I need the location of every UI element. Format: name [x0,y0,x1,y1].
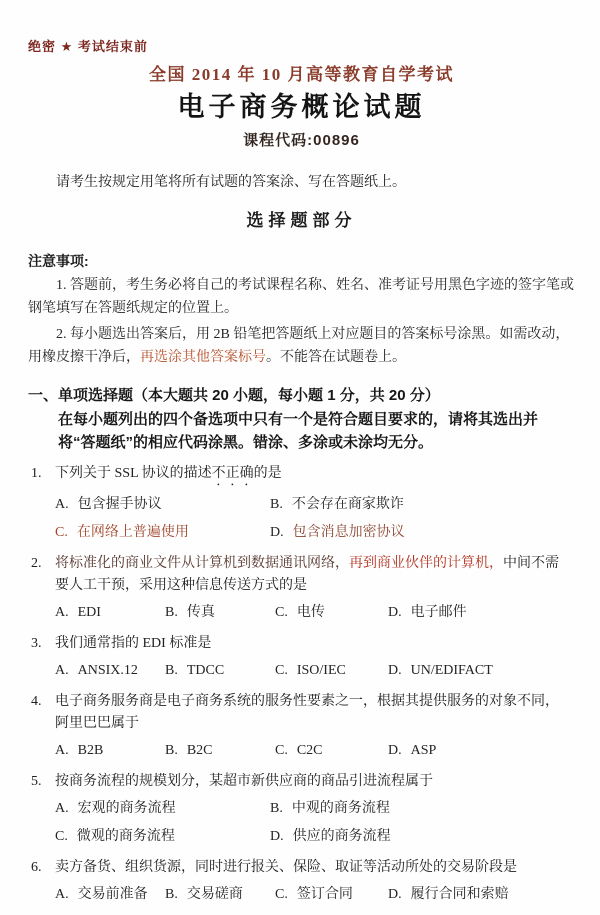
option-a [55,602,165,624]
option-text: 包含握手协议 [77,497,162,512]
question-stem [28,463,575,489]
option-label: C. [275,605,288,620]
option-label: C. [275,663,288,678]
question-text: 电子商务服务商是电子商务系统的服务性要素之一，根据其提供服务的对象不同，阿里巴巴属于 [55,694,559,731]
option-text: 电子邮件 [410,605,467,620]
question-text [55,553,575,597]
question-number: 3. [31,636,42,651]
option-c [275,884,388,906]
option-text: 电传 [296,605,325,620]
stem-segment: 中间不需要人工干预，采用这种信息传送方式的是 [55,556,559,593]
option-text: UN/EDIFACT [410,663,493,678]
option-text: 供应的商务流程 [292,829,391,844]
option-label: B. [165,663,178,678]
option-text: 履行合同和索赔 [410,887,509,902]
stem-emphasized-segment: 不正确 [211,466,254,481]
question-3 [28,633,575,682]
option-label: A. [55,497,69,512]
option-label: B. [270,801,283,816]
option-c [275,660,388,682]
option-text: 微观的商务流程 [76,829,175,844]
option-label: A. [55,605,69,620]
question-number: 5. [31,774,42,789]
option-d [388,884,575,906]
question-text: 卖方备货、组织货源，同时进行报关、保险、取证等活动所处的交易阶段是 [55,860,517,875]
option-b [165,602,275,624]
paper-title: 电子商务概论试题 [177,92,426,122]
question-stem [28,691,575,735]
option-text: 宏观的商务流程 [77,801,176,816]
option-label: A. [55,743,69,758]
option-a [55,798,270,820]
option-b [165,884,275,906]
option-label: D. [388,605,402,620]
option-text: 中观的商务流程 [291,801,390,816]
option-label: D. [388,887,402,902]
option-d [270,826,575,848]
option-b [270,798,575,820]
exam-session-title: 全国 2014 年 10 月高等教育自学考试 [149,65,454,84]
option-text: 签订合同 [296,887,353,902]
classified-label: 绝密 ★ 考试结束前 [28,39,148,54]
stem-segment: 的是 [253,466,282,481]
question-stem [28,771,575,793]
question-1 [28,463,575,544]
option-c [275,740,388,762]
option-label: B. [165,743,178,758]
options-grid [28,740,575,762]
option-text: EDI [77,605,101,620]
stem-segment: 下列关于 SSL 协议的描述 [55,466,212,481]
option-label: A. [55,887,69,902]
question-stem [28,857,575,879]
option-text: B2B [77,743,104,758]
option-label: D. [270,829,284,844]
option-label: D. [270,525,284,540]
stem-red-segment: 再到商业伙伴的计算机， [349,556,503,571]
question-4 [28,691,575,762]
option-text: 交易磋商 [186,887,243,902]
question-stem [28,633,575,655]
option-d [388,602,575,624]
option-text: TDCC [186,663,225,678]
stem-segment: 将标准化的商业文件从计算机到数据通讯网络， [55,556,349,571]
note-item-2 [28,323,575,369]
question-text: 按商务流程的规模划分，某超市新供应商的商品引进流程属于 [55,774,433,789]
instruction-line: 请考生按规定用笔将所有试题的答案涂、写在答题纸上。 [56,175,406,190]
option-text: ANSIX.12 [77,663,138,678]
option-label: D. [388,663,402,678]
option-c [275,602,388,624]
course-code: 课程代码:00896 [243,132,360,149]
option-text: B2C [186,743,213,758]
option-text: C2C [296,743,323,758]
note-item-2-red-text: 再选涂其他答案标号 [140,350,266,365]
option-a [55,740,165,762]
option-c [55,522,270,544]
options-grid [28,660,575,682]
part1-description: 在每小题列出的四个备选项中只有一个是符合题目要求的，请将其选出并将“答题纸”的相应代码涂黑。错涂、多涂或未涂均无分。 [58,411,539,451]
option-d [270,522,575,544]
option-d [388,740,575,762]
note-item-2-text: 2. 每小题选出答案后，用 2B 铅笔把答题纸上对应题目的答案标号涂黑。如需改动，用橡皮擦干净后， [28,327,570,365]
question-number: 2. [31,556,42,571]
question-6 [28,857,575,906]
options-grid [28,798,575,848]
option-text: 交易前准备 [77,887,148,902]
option-text: 传真 [186,605,215,620]
option-label: C. [275,743,288,758]
option-a [55,494,270,516]
question-text [55,463,575,489]
option-label: D. [388,743,402,758]
option-label: B. [270,497,283,512]
option-a [55,884,165,906]
question-number: 1. [31,466,42,481]
options-grid [28,884,575,906]
part1-heading: 一、单项选择题（本大题共 20 小题，每小题 1 分，共 20 分） [28,387,440,404]
option-c [55,826,270,848]
option-d [388,660,575,682]
question-5 [28,771,575,848]
option-b [270,494,575,516]
option-a [55,660,165,682]
option-b [165,660,275,682]
options-grid [28,602,575,624]
option-label: A. [55,663,69,678]
options-grid [28,494,575,544]
question-text: 我们通常指的 EDI 标准是 [55,636,212,651]
question-number: 6. [31,860,42,875]
option-label: B. [165,605,178,620]
option-text: ASP [410,743,437,758]
section-title: 选择题部分 [246,211,357,230]
option-text: 包含消息加密协议 [292,525,405,540]
question-number: 4. [31,694,42,709]
option-label: B. [165,887,178,902]
option-label: C. [55,525,68,540]
option-text: ISO/IEC [296,663,346,678]
option-label: C. [275,887,288,902]
option-label: C. [55,829,68,844]
option-b [165,740,275,762]
note-item-1: 1. 答题前，考生务必将自己的考试课程名称、姓名、准考证号用黑色字迹的签字笔或钢笔填写在答题纸规定的位置上。 [28,278,574,316]
option-label: A. [55,801,69,816]
note-item-2-tail: 。不能答在试题卷上。 [266,350,406,365]
option-text: 在网络上普遍使用 [76,525,189,540]
notes-heading: 注意事项: [28,253,89,269]
option-text: 不会存在商家欺诈 [291,497,404,512]
question-2 [28,553,575,624]
question-stem [28,553,575,597]
